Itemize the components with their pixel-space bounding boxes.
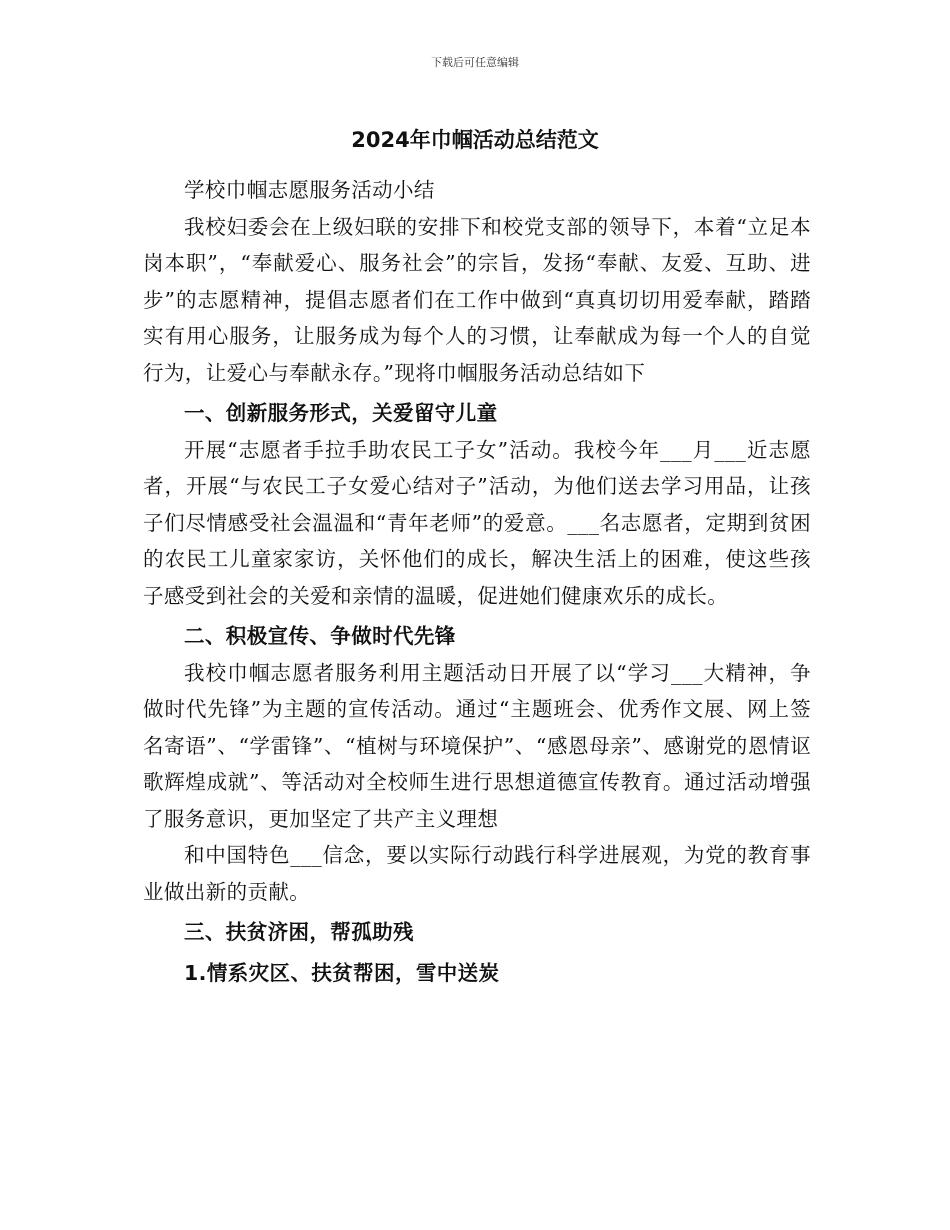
page-header: 下载后可任意编辑 bbox=[431, 56, 519, 69]
document-title: 2024年巾帼活动总结范文 bbox=[351, 128, 599, 152]
document-body bbox=[143, 172, 811, 991]
section-1-heading: 一、创新服务形式，关爱留守儿童 bbox=[184, 401, 498, 425]
section-2-heading: 二、积极宣传、争做时代先锋 bbox=[184, 624, 456, 648]
section-2-paragraph: 我校巾帼志愿者服务利用主题活动日开展了以“学习___大精神，争做时代先锋”为主题的宣传活动。通过“主题班会、优秀作文展、网上签名寄语”、“学雷锋”、“植树与环境保护”、“感恩母亲”、感谢党的恩情讴歌辉煌成就”、等活动对全校师生进行思想道德宣传教育。通过活动增强了服务意识，更加坚定了共产主义理想 bbox=[143, 660, 811, 831]
section-3-subheading-1: 1.情系灾区、扶贫帮困，雪中送炭 bbox=[184, 960, 500, 985]
section-3-heading: 三、扶贫济困，帮孤助残 bbox=[184, 920, 414, 944]
intro-paragraph: 我校妇委会在上级妇联的安排下和校党支部的领导下，本着“立足本岗本职”，“奉献爱心、服务社会”的宗旨，发扬“奉献、友爱、互助、进步”的志愿精神，提倡志愿者们在工作中做到“真真切切用爱奉献，踏踏实有用心服务，让服务成为每个人的习惯，让奉献成为每一个人的自觉行为，让爱心与奉献永存。”现将巾帼服务活动总结如下 bbox=[143, 214, 811, 385]
section-2-paragraph-continued: 和中国特色___信念，要以实际行动践行科学进展观，为党的教育事业做出新的贡献。 bbox=[143, 843, 811, 904]
section-1-paragraph: 开展“志愿者手拉手助农民工子女”活动。我校今年___月___近志愿者，开展“与农民工子女爱心结对子”活动，为他们送去学习用品，让孩子们尽情感受社会温温和“青年老师”的爱意。___名志愿者，定期到贫困的农民工儿童家家访，关怀他们的成长，解决生活上的困难，使这些孩子感受到社会的关爱和亲情的温暖，促进她们健康欢乐的成长。 bbox=[143, 437, 811, 608]
document-subtitle: 学校巾帼志愿服务活动小结 bbox=[184, 178, 435, 202]
